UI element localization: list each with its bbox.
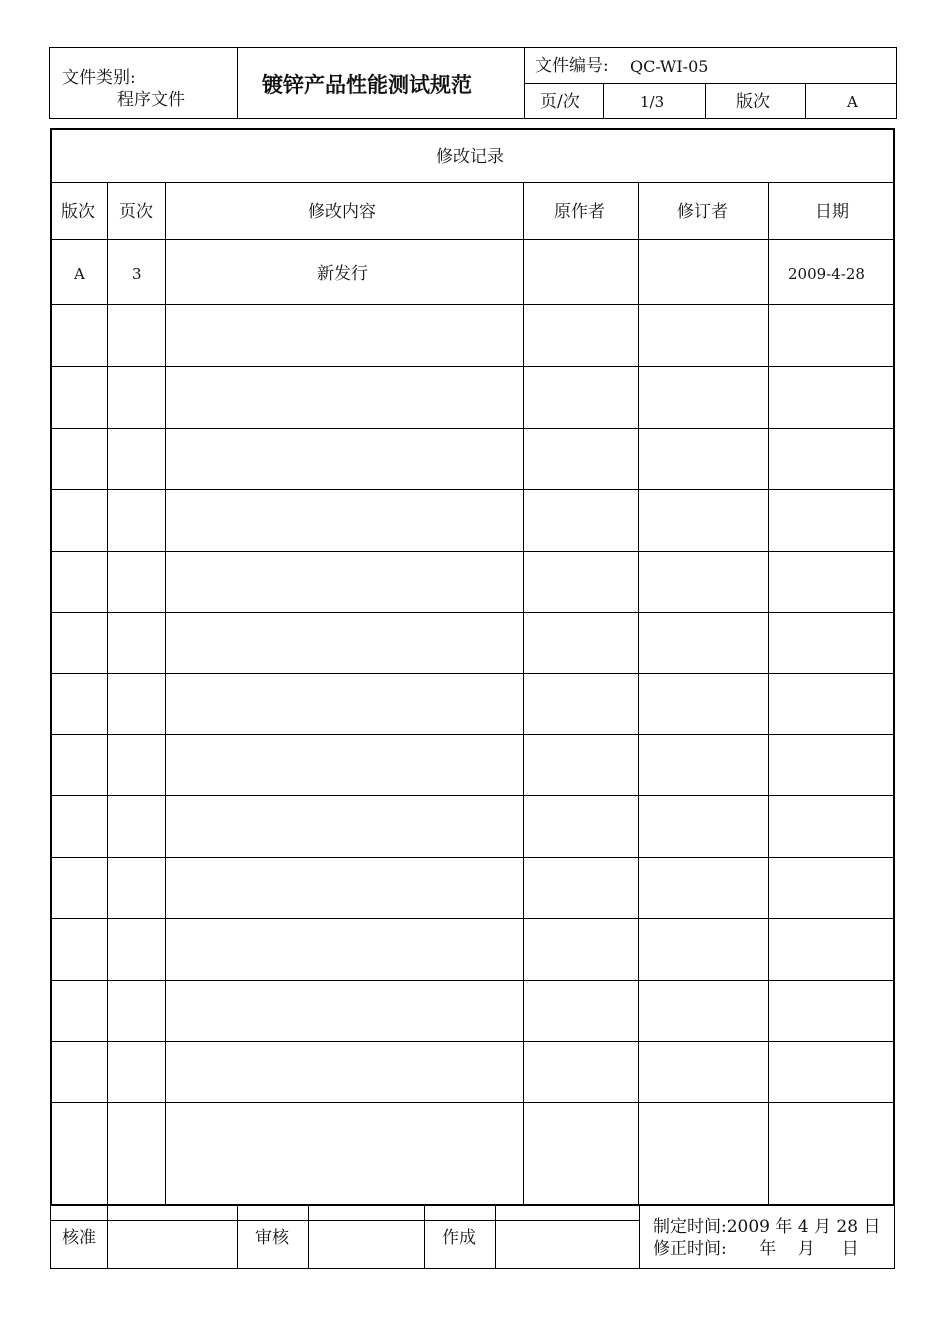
approve-label: 核准	[62, 1228, 96, 1248]
review-label: 审核	[255, 1228, 289, 1248]
row-1-date: 2009-4-28	[788, 265, 865, 283]
version-value: A	[847, 93, 858, 111]
column-header-page: 页次	[119, 202, 153, 222]
column-header-author: 原作者	[554, 202, 605, 222]
column-header-reviser: 修订者	[677, 202, 728, 222]
document-title: 镀锌产品性能测试规范	[262, 73, 472, 97]
doc-no-label: 文件编号:	[535, 56, 609, 76]
record-title: 修改记录	[436, 147, 504, 167]
column-header-version: 版次	[61, 202, 95, 222]
version-label: 版次	[736, 92, 770, 112]
signature-footer	[50, 1204, 895, 1269]
page-label: 页/次	[540, 92, 580, 112]
created-time: 制定时间:2009 年 4 月 28 日	[653, 1217, 881, 1237]
page-value: 1/3	[640, 93, 665, 111]
doc-no-value: QC-WI-05	[630, 57, 709, 76]
made-label: 作成	[442, 1228, 476, 1248]
category-value: 程序文件	[117, 90, 185, 110]
document-header	[49, 47, 897, 119]
row-1-page: 3	[132, 265, 142, 283]
row-1-version: A	[74, 265, 85, 283]
row-1-content: 新发行	[317, 264, 368, 284]
column-header-date: 日期	[815, 202, 849, 222]
column-header-content: 修改内容	[308, 202, 376, 222]
category-label: 文件类别:	[62, 68, 136, 88]
revision-record-table	[50, 128, 895, 1206]
revised-time: 修正时间: 年 月 日	[653, 1239, 859, 1259]
